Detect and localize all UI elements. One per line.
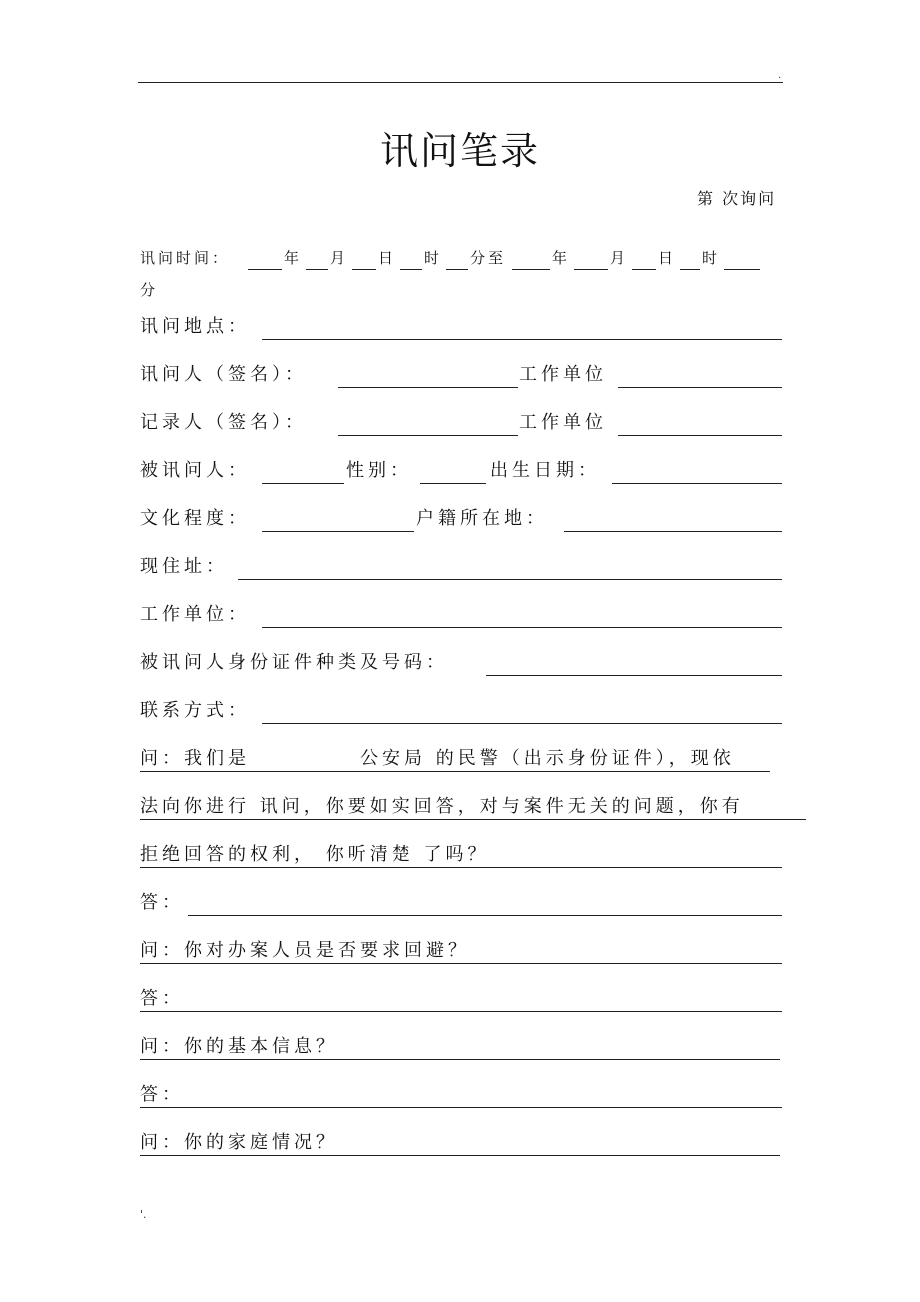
month-blank[interactable] [306,269,328,270]
year-blank[interactable] [248,269,282,270]
contact-label: 联系方式： [140,700,250,721]
hukou-label: 户籍所在地： [416,508,548,529]
month-label: 月 [330,249,349,267]
subject-label: 被讯问人： [140,460,250,481]
work-unit-field[interactable] [262,627,782,628]
time-label: 讯问时间： [140,249,231,267]
underline [140,1059,780,1060]
hour-label: 时 [424,249,443,267]
answer-3-label: 答： [140,1084,184,1105]
hour2-blank[interactable] [680,269,700,270]
interrogator-label: 讯问人（签名）： [140,364,307,385]
interrogator-unit-label: 工作单位 [519,364,607,385]
location-row [140,306,782,340]
underline [140,1155,780,1156]
question-4-text: 问：你的家庭情况？ [140,1132,338,1153]
question-1-line-3 [140,834,782,868]
day2-blank[interactable] [632,269,656,270]
interrogator-row [140,354,782,388]
hukou-field[interactable] [564,531,782,532]
minute-blank[interactable] [446,269,468,270]
day-label: 日 [378,249,397,267]
footer-mark: '. [140,1208,147,1221]
year2-blank[interactable] [512,269,550,270]
work-unit-row [140,594,782,628]
id-doc-label: 被讯问人身份证件种类及号码： [140,652,448,673]
minute-end-label: 分 [140,281,159,299]
address-label: 现住址： [140,556,228,577]
session-number: 第 次询问 [697,189,777,208]
subject-row [140,450,782,484]
underline [140,867,782,868]
minute2-blank[interactable] [724,269,760,270]
hour-blank[interactable] [400,269,422,270]
month2-blank[interactable] [574,269,608,270]
month2-label: 月 [610,249,629,267]
question-3-text: 问：你的基本信息？ [140,1036,338,1057]
education-label: 文化程度： [140,508,250,529]
question-1-line-1 [140,738,770,772]
day-blank[interactable] [352,269,376,270]
contact-field[interactable] [262,723,782,724]
recorder-unit-label: 工作单位 [519,412,607,433]
time-row-cont [140,268,200,302]
answer-1-field[interactable] [188,915,782,916]
address-row [140,546,782,580]
question-4-row [140,1122,780,1156]
time-row [140,236,780,270]
question-2-row [140,930,782,964]
year2-label: 年 [552,249,571,267]
subject-name-field[interactable] [262,483,344,484]
interrogator-unit-field[interactable] [618,387,782,388]
birthdate-label: 出生日期： [490,460,600,481]
answer-3-field[interactable] [140,1107,782,1108]
day2-label: 日 [658,249,677,267]
answer-3-row [140,1074,782,1108]
question-1-text-a: 问：我们是 [140,748,250,769]
answer-1-row [140,882,782,916]
question-3-row [140,1026,780,1060]
contact-row [140,690,782,724]
underline [140,819,806,820]
recorder-unit-field[interactable] [618,435,782,436]
year-label: 年 [284,249,303,267]
id-doc-field[interactable] [486,675,782,676]
recorder-row [140,402,782,436]
question-1-text-3: 拒绝回答的权利， 你听清楚 了吗？ [140,844,490,865]
recorder-label: 记录人（签名）： [140,412,307,433]
location-field[interactable] [262,339,782,340]
hour2-label: 时 [702,249,721,267]
education-field[interactable] [262,531,414,532]
question-1-text-2: 法向你进行 讯问，你要如实回答，对与案件无关的问题，你有 [140,796,744,817]
interrogator-signature-field[interactable] [338,387,518,388]
gender-field[interactable] [420,483,486,484]
header-mark: . [778,70,782,81]
underline [140,963,782,964]
answer-1-label: 答： [140,892,184,913]
education-row [140,498,782,532]
answer-2-row [140,978,782,1012]
document-title: 讯问笔录 [379,129,540,173]
work-unit-label: 工作单位： [140,604,250,625]
answer-2-field[interactable] [140,1011,782,1012]
question-1-line-2 [140,786,806,820]
id-doc-row [140,642,782,676]
answer-2-label: 答： [140,988,184,1009]
minute-to-label: 分至 [470,249,507,267]
address-field[interactable] [238,579,782,580]
question-2-text: 问：你对办案人员是否要求回避？ [140,940,470,961]
question-1-text-b: 公安局 的民警（出示身份证件），现依 [360,748,735,769]
underline [140,771,770,772]
header-rule [138,82,783,83]
birthdate-field[interactable] [612,483,782,484]
gender-label: 性别： [346,460,412,481]
location-label: 讯问地点： [140,316,250,337]
recorder-signature-field[interactable] [338,435,518,436]
